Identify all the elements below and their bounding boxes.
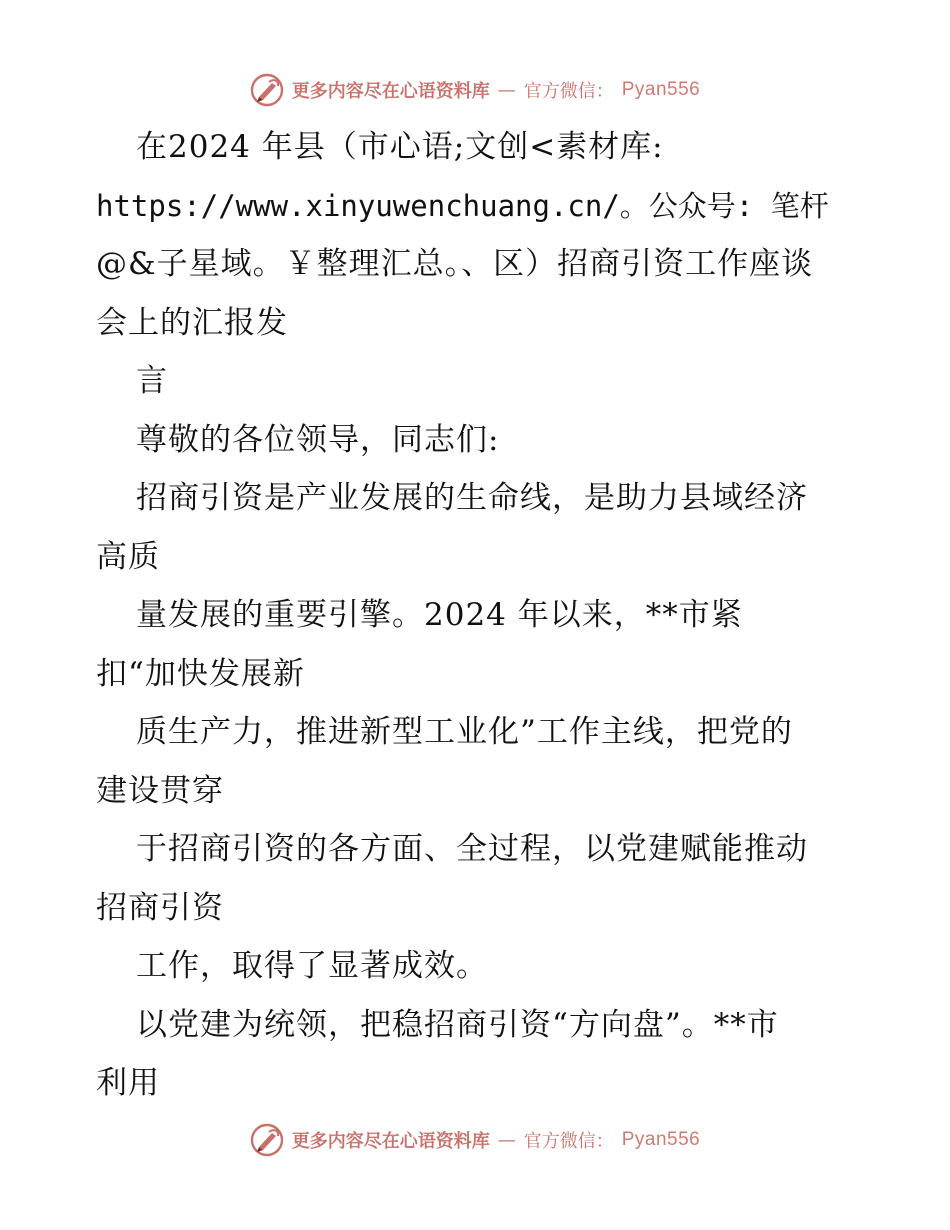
doc-line: 以党建为统领，把稳招商引资“方向盘”。**市 xyxy=(136,1006,779,1043)
doc-line: 招商引资是产业发展的生命线，是助力县域经济 xyxy=(136,480,808,516)
doc-line: 建设贯穿 xyxy=(96,772,224,809)
doc-line: 于招商引资的各方面、全过程，以党建赋能推动 xyxy=(136,831,808,867)
footer-banner xyxy=(0,1120,950,1160)
banner-text: 更多内容尽在心语资料库 xyxy=(291,81,490,102)
pen-logo-icon xyxy=(250,1123,284,1157)
doc-line: 工作，取得了显著成效。 xyxy=(136,948,488,984)
document-body xyxy=(96,118,856,1113)
header-banner xyxy=(0,70,950,110)
pen-logo-icon xyxy=(250,73,284,107)
doc-line: @&子星域。￥整理汇总。、区）招商引资工作座谈 xyxy=(96,246,814,282)
doc-line: 言 xyxy=(136,363,168,399)
banner-text: 更多内容尽在心语资料库 xyxy=(291,1131,490,1152)
banner-wechat-id: Pyan556 xyxy=(621,1129,701,1150)
doc-line: 招商引资 xyxy=(96,889,224,926)
doc-line: 量发展的重要引擎。2024 年以来，**市紧 xyxy=(136,597,743,633)
doc-line: 会上的汇报发 xyxy=(96,304,288,341)
banner-wechat-label: 官方微信： xyxy=(523,81,614,102)
banner-separator: — xyxy=(497,1129,516,1151)
doc-line: 高质 xyxy=(96,538,160,575)
doc-line: 质生产力，推进新型工业化”工作主线，把党的 xyxy=(136,714,793,750)
doc-line: 利用 xyxy=(96,1065,160,1101)
doc-line: 扣“加快发展新 xyxy=(96,655,305,692)
banner-separator: — xyxy=(497,79,516,101)
doc-line: https://www.xinyuwenchuang.cn/。公众号: 笔杆 xyxy=(96,188,829,223)
banner-wechat-label: 官方微信： xyxy=(523,1131,614,1152)
doc-line: 尊敬的各位领导，同志们: xyxy=(136,421,500,458)
banner-wechat-id: Pyan556 xyxy=(621,79,701,100)
doc-line: 在2024 年县（市心语;文创<素材库: xyxy=(136,129,664,165)
